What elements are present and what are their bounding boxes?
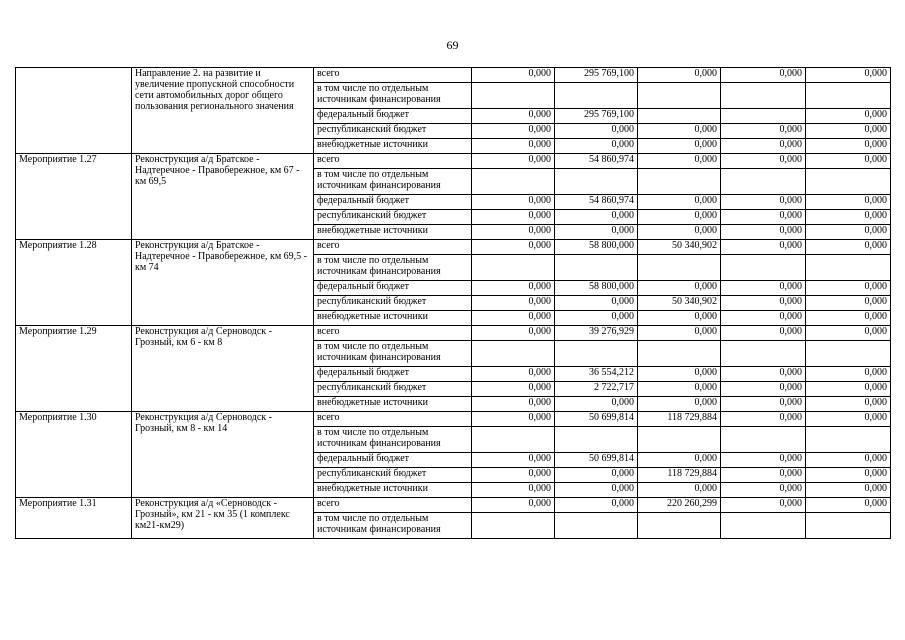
amount-cell: 0,000 [638, 139, 721, 154]
funding-source: всего [314, 154, 472, 169]
amount-cell: 0,000 [472, 240, 555, 255]
amount-cell: 0,000 [721, 139, 806, 154]
amount-cell: 0,000 [555, 296, 638, 311]
amount-cell: 0,000 [472, 498, 555, 513]
measure-description: Реконструкция а/д «Серноводск - Грозный», км 21 - км 35 (1 комплекс км21-км29) [132, 498, 314, 539]
amount-cell [555, 83, 638, 109]
amount-cell: 0,000 [806, 281, 891, 296]
amount-cell: 54 860,974 [555, 154, 638, 169]
amount-cell [806, 341, 891, 367]
amount-cell: 0,000 [806, 498, 891, 513]
funding-source: внебюджетные источники [314, 483, 472, 498]
amount-cell: 0,000 [638, 397, 721, 412]
amount-cell: 0,000 [555, 397, 638, 412]
funding-source: всего [314, 326, 472, 341]
amount-cell: 0,000 [806, 483, 891, 498]
table-row [16, 240, 891, 255]
amount-cell: 0,000 [806, 397, 891, 412]
amount-cell: 0,000 [806, 468, 891, 483]
amount-cell [721, 109, 806, 124]
amount-cell [555, 513, 638, 539]
amount-cell [555, 427, 638, 453]
measure-code: Мероприятие 1.31 [16, 498, 132, 539]
amount-cell [472, 427, 555, 453]
amount-cell: 0,000 [472, 124, 555, 139]
table-row [16, 154, 891, 169]
amount-cell [638, 341, 721, 367]
amount-cell: 118 729,884 [638, 468, 721, 483]
amount-cell: 0,000 [806, 154, 891, 169]
funding-source: республиканский бюджет [314, 124, 472, 139]
amount-cell: 0,000 [638, 326, 721, 341]
funding-source: всего [314, 68, 472, 83]
measure-description: Реконструкция а/д Братское - Надтеречное - Правобережное, км 67 - км 69,5 [132, 154, 314, 240]
amount-cell: 0,000 [555, 124, 638, 139]
amount-cell: 0,000 [806, 124, 891, 139]
funding-source: в том числе по отдельным источникам финансирования [314, 427, 472, 453]
table-row [16, 68, 891, 83]
amount-cell [555, 169, 638, 195]
amount-cell: 0,000 [721, 483, 806, 498]
amount-cell: 0,000 [638, 68, 721, 83]
funding-source: федеральный бюджет [314, 367, 472, 382]
funding-source: всего [314, 412, 472, 427]
amount-cell: 0,000 [555, 483, 638, 498]
funding-source: внебюджетные источники [314, 311, 472, 326]
amount-cell [806, 513, 891, 539]
amount-cell: 0,000 [472, 109, 555, 124]
amount-cell: 0,000 [721, 240, 806, 255]
amount-cell [721, 169, 806, 195]
amount-cell: 54 860,974 [555, 195, 638, 210]
measure-description: Реконструкция а/д Серноводск - Грозный, км 8 - км 14 [132, 412, 314, 498]
amount-cell: 0,000 [721, 296, 806, 311]
funding-table [15, 67, 891, 539]
amount-cell: 0,000 [806, 195, 891, 210]
amount-cell: 0,000 [806, 296, 891, 311]
amount-cell [806, 169, 891, 195]
measure-code: Мероприятие 1.30 [16, 412, 132, 498]
funding-source: в том числе по отдельным источникам финансирования [314, 255, 472, 281]
amount-cell: 0,000 [555, 311, 638, 326]
amount-cell: 0,000 [721, 397, 806, 412]
funding-source: в том числе по отдельным источникам финансирования [314, 83, 472, 109]
amount-cell [721, 83, 806, 109]
funding-source: внебюджетные источники [314, 139, 472, 154]
amount-cell: 0,000 [472, 296, 555, 311]
amount-cell: 0,000 [472, 483, 555, 498]
amount-cell: 0,000 [721, 498, 806, 513]
amount-cell [638, 83, 721, 109]
amount-cell: 0,000 [555, 139, 638, 154]
amount-cell: 0,000 [721, 210, 806, 225]
funding-source: республиканский бюджет [314, 210, 472, 225]
amount-cell: 0,000 [472, 453, 555, 468]
amount-cell [555, 255, 638, 281]
amount-cell: 50 340,902 [638, 296, 721, 311]
amount-cell: 0,000 [721, 412, 806, 427]
funding-source: федеральный бюджет [314, 195, 472, 210]
funding-source: федеральный бюджет [314, 109, 472, 124]
table-row [16, 326, 891, 341]
amount-cell [806, 255, 891, 281]
amount-cell: 0,000 [806, 68, 891, 83]
amount-cell: 0,000 [472, 382, 555, 397]
funding-source: в том числе по отдельным источникам финансирования [314, 341, 472, 367]
amount-cell: 50 699,814 [555, 453, 638, 468]
funding-source: в том числе по отдельным источникам финансирования [314, 513, 472, 539]
amount-cell: 0,000 [472, 225, 555, 240]
table-row [16, 498, 891, 513]
amount-cell [472, 83, 555, 109]
funding-table-body [16, 68, 891, 539]
amount-cell: 0,000 [806, 240, 891, 255]
amount-cell [721, 255, 806, 281]
amount-cell: 220 260,299 [638, 498, 721, 513]
funding-source: всего [314, 240, 472, 255]
funding-source: республиканский бюджет [314, 382, 472, 397]
amount-cell [472, 169, 555, 195]
amount-cell [472, 255, 555, 281]
amount-cell [638, 109, 721, 124]
amount-cell: 0,000 [472, 468, 555, 483]
amount-cell: 0,000 [472, 326, 555, 341]
measure-code: Мероприятие 1.28 [16, 240, 132, 326]
amount-cell: 0,000 [472, 367, 555, 382]
amount-cell: 0,000 [472, 397, 555, 412]
amount-cell: 0,000 [638, 225, 721, 240]
amount-cell: 0,000 [721, 311, 806, 326]
funding-source: республиканский бюджет [314, 468, 472, 483]
amount-cell: 0,000 [806, 412, 891, 427]
amount-cell: 0,000 [806, 311, 891, 326]
measure-description: Реконструкция а/д Братское - Надтеречное - Правобережное, км 69,5 - км 74 [132, 240, 314, 326]
amount-cell: 2 722,717 [555, 382, 638, 397]
amount-cell [472, 341, 555, 367]
amount-cell: 36 554,212 [555, 367, 638, 382]
amount-cell: 0,000 [638, 367, 721, 382]
amount-cell: 0,000 [806, 210, 891, 225]
table-row [16, 412, 891, 427]
funding-source: федеральный бюджет [314, 281, 472, 296]
amount-cell [721, 341, 806, 367]
amount-cell: 0,000 [721, 195, 806, 210]
amount-cell [555, 341, 638, 367]
funding-source: внебюджетные источники [314, 397, 472, 412]
amount-cell: 0,000 [806, 225, 891, 240]
amount-cell: 0,000 [721, 225, 806, 240]
amount-cell: 0,000 [721, 68, 806, 83]
amount-cell: 0,000 [721, 468, 806, 483]
amount-cell: 0,000 [721, 281, 806, 296]
amount-cell [721, 427, 806, 453]
amount-cell: 39 276,929 [555, 326, 638, 341]
amount-cell [638, 255, 721, 281]
page-number: 69 [446, 38, 459, 52]
amount-cell: 0,000 [555, 210, 638, 225]
amount-cell: 0,000 [472, 68, 555, 83]
amount-cell [638, 427, 721, 453]
measure-code [16, 68, 132, 154]
amount-cell [638, 169, 721, 195]
amount-cell: 0,000 [472, 139, 555, 154]
amount-cell: 0,000 [555, 225, 638, 240]
amount-cell: 0,000 [806, 139, 891, 154]
amount-cell: 118 729,884 [638, 412, 721, 427]
amount-cell: 0,000 [472, 154, 555, 169]
amount-cell: 0,000 [721, 154, 806, 169]
amount-cell: 50 699,814 [555, 412, 638, 427]
funding-source: в том числе по отдельным источникам финансирования [314, 169, 472, 195]
amount-cell: 0,000 [472, 210, 555, 225]
amount-cell [638, 513, 721, 539]
funding-source: внебюджетные источники [314, 225, 472, 240]
amount-cell: 0,000 [472, 281, 555, 296]
amount-cell [806, 427, 891, 453]
amount-cell: 0,000 [806, 367, 891, 382]
amount-cell: 0,000 [638, 154, 721, 169]
amount-cell: 0,000 [638, 210, 721, 225]
amount-cell: 0,000 [638, 124, 721, 139]
amount-cell: 295 769,100 [555, 68, 638, 83]
funding-source: всего [314, 498, 472, 513]
amount-cell: 0,000 [806, 326, 891, 341]
amount-cell: 0,000 [721, 367, 806, 382]
amount-cell [721, 513, 806, 539]
amount-cell: 0,000 [721, 124, 806, 139]
amount-cell [472, 513, 555, 539]
amount-cell: 0,000 [472, 412, 555, 427]
amount-cell: 0,000 [638, 483, 721, 498]
funding-source: республиканский бюджет [314, 296, 472, 311]
amount-cell: 0,000 [555, 498, 638, 513]
amount-cell: 0,000 [806, 382, 891, 397]
amount-cell: 58 800,000 [555, 240, 638, 255]
measure-description: Направление 2. на развитие и увеличение пропускной способности сети автомобильных дорог общего пользования регионального значения [132, 68, 314, 154]
amount-cell: 0,000 [638, 311, 721, 326]
amount-cell: 0,000 [721, 326, 806, 341]
amount-cell: 0,000 [555, 468, 638, 483]
amount-cell [806, 83, 891, 109]
amount-cell: 0,000 [472, 311, 555, 326]
amount-cell: 0,000 [638, 281, 721, 296]
amount-cell: 0,000 [638, 453, 721, 468]
amount-cell: 295 769,100 [555, 109, 638, 124]
amount-cell: 0,000 [721, 453, 806, 468]
amount-cell: 0,000 [638, 195, 721, 210]
amount-cell: 0,000 [472, 195, 555, 210]
amount-cell: 50 340,902 [638, 240, 721, 255]
amount-cell: 58 800,000 [555, 281, 638, 296]
amount-cell: 0,000 [638, 382, 721, 397]
measure-description: Реконструкция а/д Серноводск - Грозный, км 6 - км 8 [132, 326, 314, 412]
measure-code: Мероприятие 1.29 [16, 326, 132, 412]
amount-cell: 0,000 [806, 453, 891, 468]
funding-source: федеральный бюджет [314, 453, 472, 468]
measure-code: Мероприятие 1.27 [16, 154, 132, 240]
amount-cell: 0,000 [806, 109, 891, 124]
amount-cell: 0,000 [721, 382, 806, 397]
